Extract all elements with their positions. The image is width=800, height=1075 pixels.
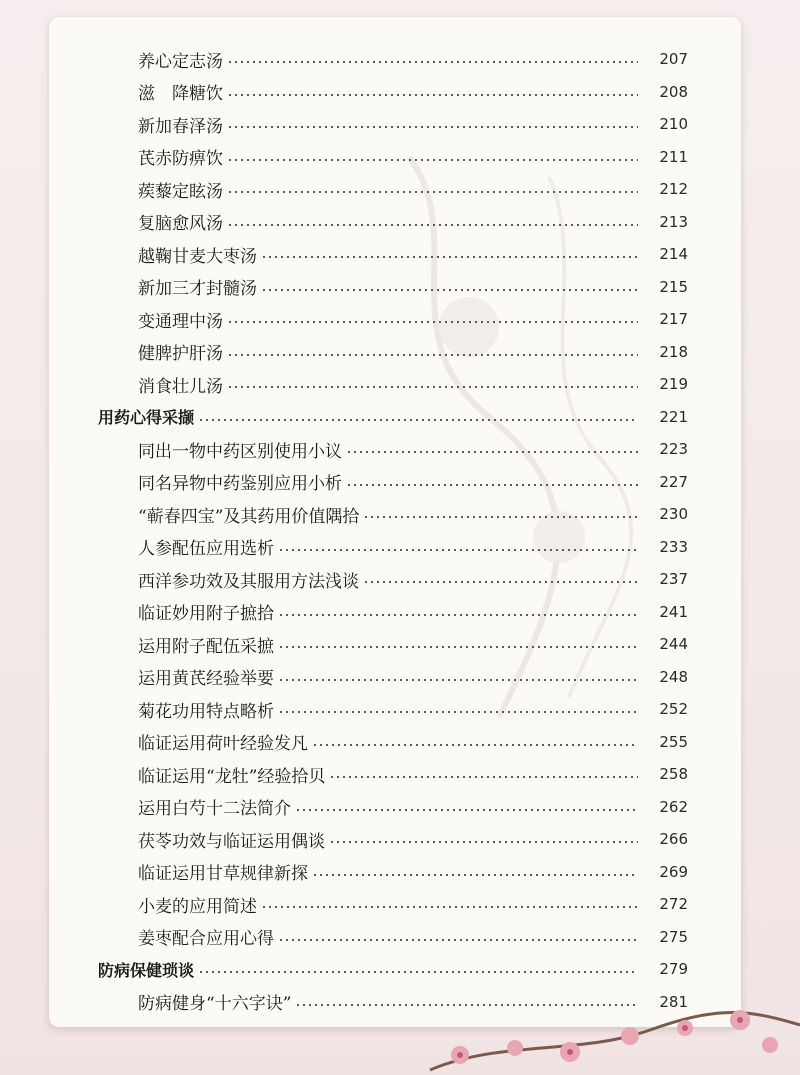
toc-entry [49,498,741,531]
toc-entry-title: 蒺藜定眩汤 [138,177,227,202]
dot-leader [278,614,638,616]
toc-page-number: 258 [659,765,688,784]
dot-leader [227,386,638,388]
dot-leader [198,971,638,973]
toc-entry [49,921,741,954]
dot-leader [227,61,638,63]
dot-leader [363,516,638,518]
dot-leader [329,776,638,778]
dot-leader [329,841,638,843]
toc-entry [49,173,741,206]
toc-entry-title: 运用附子配伍采摭 [138,632,278,657]
dot-leader [261,256,638,258]
toc-page-number: 223 [659,440,688,459]
toc-entry-title: 复脑愈风汤 [138,209,227,234]
dot-leader [198,419,638,421]
toc-page-number: 213 [659,212,688,231]
toc-entry [49,76,741,109]
toc-entry [49,693,741,726]
toc-entry [49,596,741,629]
toc-entry-title: 运用白芍十二法简介 [138,794,295,819]
toc-page-number: 221 [659,407,688,426]
toc-entry-title: 临证运用“龙牡”经验拾贝 [138,762,329,787]
dot-leader [278,711,638,713]
toc-entry-title: 同出一物中药区别使用小议 [138,437,346,462]
toc-entry-title: 临证运用荷叶经验发凡 [138,729,312,754]
toc-page-number: 214 [659,245,688,264]
toc-entry [49,368,741,401]
toc-entry [49,888,741,921]
toc-page-number: 215 [659,277,688,296]
toc-entry-title: 人参配伍应用选析 [138,534,278,559]
toc-entry [49,661,741,694]
toc-page-number: 217 [659,310,688,329]
toc-page-number: 281 [659,992,688,1011]
dot-leader [227,126,638,128]
dot-leader [227,224,638,226]
toc-entry-title: 姜枣配合应用心得 [138,924,278,949]
toc-entry [49,823,741,856]
toc-entry-title: 用药心得采撷 [98,405,198,428]
toc-entry [49,433,741,466]
toc-entry [49,271,741,304]
dot-leader [278,549,638,551]
toc-section [49,953,741,986]
toc-entry [49,628,741,661]
dot-leader [346,451,638,453]
toc-entry [49,336,741,369]
dot-leader [295,1004,638,1006]
toc-page-number: 207 [659,50,688,69]
dot-leader [278,646,638,648]
toc-section [49,401,741,434]
toc-page-number: 237 [659,570,688,589]
toc-entry-title: 芪赤防痹饮 [138,144,227,169]
toc-entry-title: “蕲春四宝”及其药用价值隅拾 [138,502,363,527]
toc-entry [49,726,741,759]
dot-leader [295,809,638,811]
toc-entry-title: 滋 降糖饮 [138,79,227,104]
toc-page-number: 279 [659,960,688,979]
toc-page-number: 275 [659,927,688,946]
toc-entry-title: 西洋参功效及其服用方法浅谈 [138,567,363,592]
toc-entry-title: 越鞠甘麦大枣汤 [138,242,261,267]
table-of-contents [49,43,741,1018]
toc-entry-title: 临证运用甘草规律新探 [138,859,312,884]
toc-entry-title: 消食壮儿汤 [138,372,227,397]
toc-page-number: 212 [659,180,688,199]
toc-entry-title: 养心定志汤 [138,47,227,72]
dot-leader [261,289,638,291]
dot-leader [261,906,638,908]
toc-entry [49,206,741,239]
dot-leader [227,354,638,356]
toc-page-number: 266 [659,830,688,849]
toc-page-number: 255 [659,732,688,751]
toc-entry-title: 健脾护肝汤 [138,339,227,364]
dot-leader [278,679,638,681]
toc-entry [49,43,741,76]
toc-page-number: 230 [659,505,688,524]
toc-page-number: 272 [659,895,688,914]
toc-page-number: 262 [659,797,688,816]
toc-page-number: 210 [659,115,688,134]
toc-page-number: 233 [659,537,688,556]
toc-entry [49,141,741,174]
toc-entry [49,856,741,889]
book-page [49,17,741,1027]
toc-entry-title: 防病保健琐谈 [98,958,198,981]
dot-leader [312,744,638,746]
toc-entry [49,791,741,824]
dot-leader [346,484,638,486]
toc-page-number: 227 [659,472,688,491]
toc-page-number: 211 [659,147,688,166]
dot-leader [312,874,638,876]
dot-leader [227,159,638,161]
toc-entry-title: 同名异物中药鉴别应用小析 [138,469,346,494]
toc-page-number: 219 [659,375,688,394]
toc-entry [49,531,741,564]
toc-entry-title: 临证妙用附子摭拾 [138,599,278,624]
dot-leader [227,94,638,96]
toc-entry-title: 防病健身“十六字诀” [138,989,295,1014]
toc-page-number: 208 [659,82,688,101]
toc-page-number: 252 [659,700,688,719]
toc-entry [49,108,741,141]
toc-entry-title: 茯苓功效与临证运用偶谈 [138,827,329,852]
toc-entry [49,466,741,499]
toc-entry [49,238,741,271]
toc-entry [49,563,741,596]
toc-page-number: 241 [659,602,688,621]
toc-entry [49,303,741,336]
toc-page-number: 218 [659,342,688,361]
toc-entry-title: 新加三才封髓汤 [138,274,261,299]
toc-entry-title: 变通理中汤 [138,307,227,332]
toc-entry [49,758,741,791]
toc-entry-title: 小麦的应用简述 [138,892,261,917]
dot-leader [227,191,638,193]
toc-page-number: 269 [659,862,688,881]
toc-page-number: 244 [659,635,688,654]
dot-leader [278,939,638,941]
toc-entry-title: 运用黄芪经验举要 [138,664,278,689]
toc-entry-title: 菊花功用特点略析 [138,697,278,722]
dot-leader [363,581,638,583]
toc-entry [49,986,741,1019]
toc-entry-title: 新加春泽汤 [138,112,227,137]
toc-page-number: 248 [659,667,688,686]
dot-leader [227,321,638,323]
